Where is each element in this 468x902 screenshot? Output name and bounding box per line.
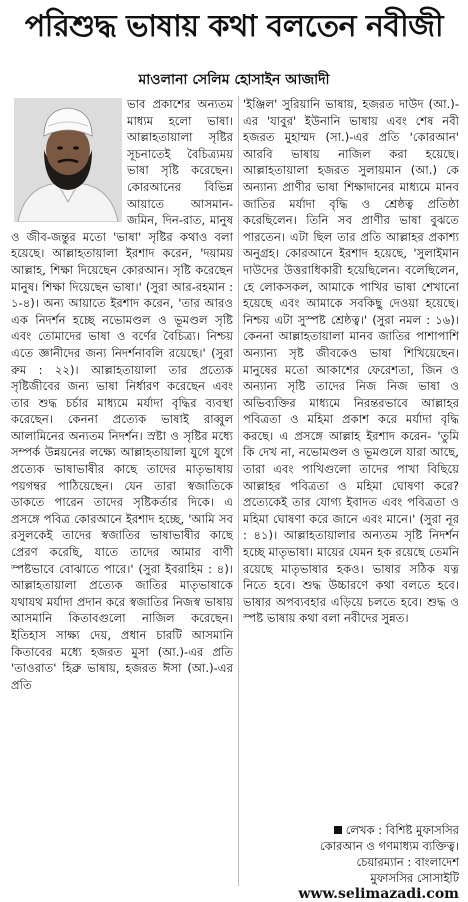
author-line [243,822,459,838]
article-column-left [11,96,233,888]
article-body-left [11,96,233,693]
role-label: চেয়ারম্যান : বাংলাদেশ [356,855,459,869]
article-column-right [243,96,459,880]
photo-wrap-space [11,96,127,224]
headline: পরিশুদ্ধ ভাষায় কথা বলতেন নবীজী [24,8,444,44]
author-label: লেখক : বিশিষ্ট মুফাসসির [345,823,459,837]
square-bullet-icon [334,826,342,834]
website-link[interactable]: www.selimazadi.com [298,886,459,902]
author-detail: কোরআন ও গণমাধ্যম ব্যক্তিত্ব। [320,839,459,853]
column-divider [238,96,239,886]
article-body-right: 'ইঞ্জিল' সুরিয়ানি ভাষায়, হজরত দাউদ (আ.)-এর 'যাবুর' ইউনানি ভাষায় এবং শেষ নবী হজরত মুহাম্মদ (সা.)-এর প্রতি 'কোরআন' আরবি ভাষায় নাজিল করা হয়েছে। আল্লাহতায়ালা হজরত সুলায়মান (আ.) কে অন্যান্য প্রাণীর ভাষা শিক্ষাদানের মাধ্যমে মানব জাতির মর্যাদা বৃদ্ধি ও শ্রেষ্ঠত্ব প্রতিষ্ঠা করেছিলেন। তিনি সব প্রাণীর ভাষা বুঝতে পারতেন। এটা ছিল তার প্রতি আল্লাহর প্রকাশ্য অনুগ্রহ। কোরআনে ইরশাদ হয়েছে, 'সুলাইমান দাউদের উত্তরাধিকারী হয়েছিলেন। বলেছিলেন, হে লোকসকল, আমাকে পাখির ভাষা শেখানো হয়েছে এবং আমাকে সবকিছু দেওয়া হয়েছে। নিশ্চয় এটা সুস্পষ্ট শ্রেষ্ঠত্ব।' (সুরা নমল : ১৬)। কেননা আল্লাহতায়ালা মানব জাতির পাশাপাশি অন্যান্য সৃষ্ট জীবকেও ভাষা শিখিয়েছেন। মানুষের মতো আকাশের ফেরেশতা, জিন ও অন্যান্য সৃষ্টি তাদের নিজ নিজ ভাষা ও অভিব্যক্তির মাধ্যমে নিরন্তরভাবে আল্লাহর পবিত্রতা ও মহিমা প্রকাশ করে মর্যাদা বৃদ্ধি করছে। এ প্রসঙ্গে আল্লাহ ইরশাদ করেন- 'তুমি কি দেখ না, নভোমণ্ডল ও ভূমণ্ডলে যারা আছে, তারা এবং পাখিগুলো তাদের পাখা বিছিয়ে আল্লাহর পবিত্রতা ও মহিমা ঘোষণা করে? প্রত্যেকেই তার যোগ্য ইবাদত এবং পবিত্রতা ও মহিমা ঘোষণা করে জানে এবং মানে।' (সুরা নূর : ৪১)। আল্লাহতায়ালার অন্যতম সৃষ্টি নিদর্শন হচ্ছে মাতৃভাষা। মায়ের যেমন হক রয়েছে তেমনি রয়েছে মাতৃভাষার হকও। ভাষার সঠিক যত্ন নিতে হবে। শুদ্ধ উচ্চারণে কথা বলতে হবে। ভাষার অপব্যবহার এড়িয়ে চলতে হবে। শুদ্ধ ও স্পষ্ট ভাষায় কথা বলা নবীদের সুন্নত। [243,97,459,626]
role-detail: মুফাসসির সোসাইটি [370,871,459,885]
author-footer [243,822,459,902]
byline: মাওলানা সেলিম হোসাইন আজাদী [138,72,330,88]
article-body-left-text: ভাব প্রকাশের অন্যতম মাধ্যম হলো ভাষা। আল্লাহতায়ালা সৃষ্টির সূচনাতেই বৈচিত্র্যময় ভাষা সৃষ্টি করেছেন। কোরআনের বিভিন্ন আয়াতে আসমান-জমিন, দিন-রাত, মানুষ ও জীব-জন্তুর মতো 'ভাষা' সৃষ্টির কথাও বলা হয়েছে। আল্লাহতায়ালা ইরশাদ করেন, 'দয়াময় আল্লাহ, শিক্ষা দিয়েছেন কোরআন। সৃষ্টি করেছেন মানুষ। শিক্ষা দিয়েছেন ভাষা।' (সুরা আর-রহমান : ১-৪)। অন্য আয়াতে ইরশাদ করেন, 'তার আরও এক নিদর্শন হচ্ছে নভোমণ্ডল ও ভূমণ্ডল সৃষ্টি এবং তোমাদের ভাষা ও বর্ণের বৈচিত্র্য। নিশ্চয় এতে জ্ঞানীদের জন্য নিদর্শনাবলি রয়েছে।' (সুরা রুম : ২২)। আল্লাহতায়ালা তার প্রত্যেক সৃষ্টিজীবের জন্য ভাষা নির্ধারণ করেছেন এবং তার শুদ্ধ চর্চার মাধ্যমে মর্যাদা বৃদ্ধির ব্যবস্থা করেছেন। কেননা প্রত্যেক ভাষাই রাব্বুল আলামিনের অন্যতম নিদর্শন। স্রষ্টা ও সৃষ্টির মধ্যে সম্পর্ক উন্নয়নের লক্ষ্যে আল্লাহতায়ালা যুগে যুগে প্রত্যেক ভাষাভাষীর কাছে তাদের মাতৃভাষায় পয়গম্বর পাঠিয়েছেন। যেন তারা স্বজাতিকে ডাকতে পারেন তাদের সৃষ্টিকর্তার দিকে। এ প্রসঙ্গে পবিত্র কোরআনে ইরশাদ হচ্ছে, 'আমি সব রসুলকেই তাদের স্বজাতির ভাষাভাষীর কাছে প্রেরণ করেছি, যাতে তাদের আমার বাণী স্পষ্টভাবে বোঝাতে পারে।' (সুরা ইবরাহিম : ৪)। আল্লাহতায়ালা প্রত্যেক জাতির মাতৃভাষাকে যথাযথ মর্যাদা প্রদান করে স্বজাতির নিজস্ব ভাষায় আসমানি কিতাবগুলো নাজিল করেছেন। ইতিহাস সাক্ষ্য দেয়, প্রধান চারটি আসমানি কিতাবের মধ্যে হজরত মুসা (আ.)-এর প্রতি 'তাওরাত' হিব্রু ভাষায়, হজরত ঈসা (আ.)-এর প্রতি [11,97,233,692]
